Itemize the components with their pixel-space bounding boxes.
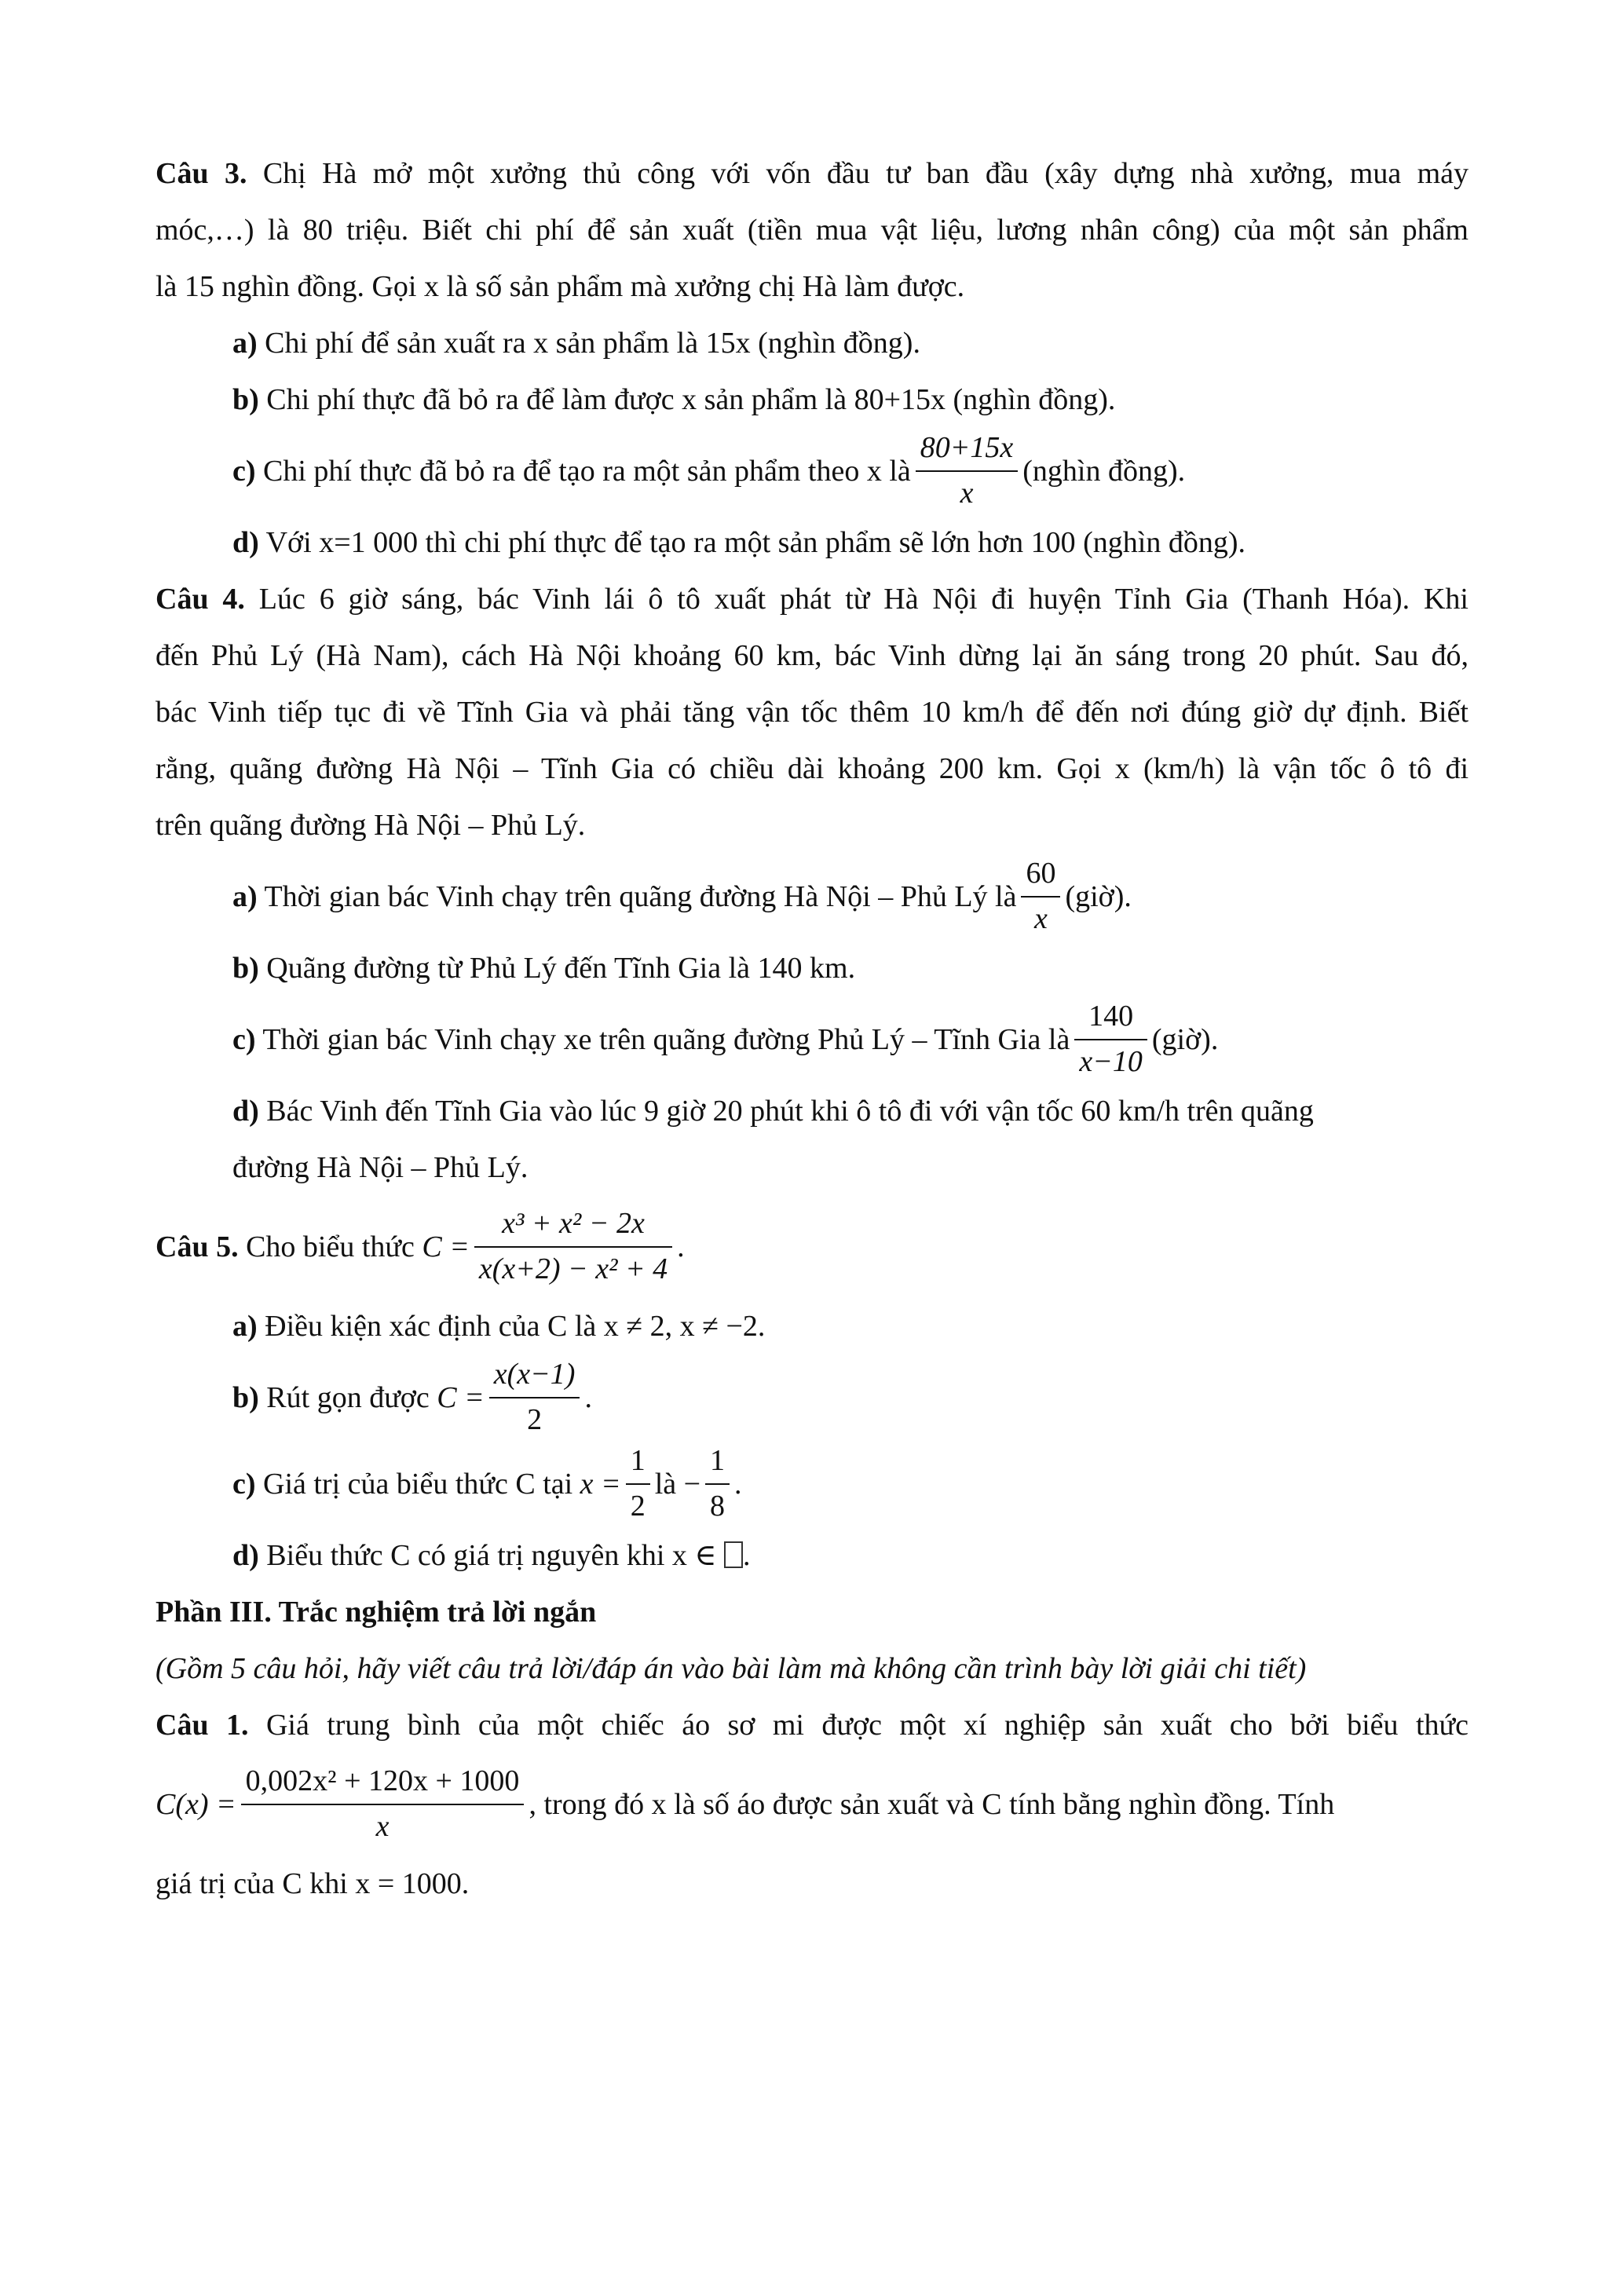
q5-fraction-c2: $\frac{1}{8}$ (705, 1444, 730, 1523)
q5-option-c: c) Giá trị của biểu thức C tại x = $\frac{1}{2}$ là − $\frac{1}{8}$ . (232, 1444, 742, 1523)
q4-option-b: b) Quãng đường từ Phủ Lý đến Tĩnh Gia là 140 km. (232, 952, 856, 985)
q3-option-d: d) Với x=1 000 thì chi phí thực để tạo ra một sản phẩm sẽ lớn hơn 100 (nghìn đồng). (232, 526, 1246, 559)
q3-option-c: c) Chi phí thực đã bỏ ra để tạo ra một sản phẩm theo x là $\frac{80+15x}{x}$ (nghìn đồng). (232, 431, 1186, 510)
q5-fraction-c1: $\frac{1}{2}$ (626, 1444, 650, 1523)
q3-option-a: a) Chi phí để sản xuất ra x sản phẩm là 15x (nghìn đồng). (232, 327, 920, 360)
p3q1-fraction: $\frac{\text{0,002x² + 120x + 1000}}{x}$ (241, 1764, 525, 1844)
q5-option-a: a) Điều kiện xác định của C là x ≠ 2, x ≠ −2. (232, 1310, 766, 1343)
q5-option-b: b) Rút gọn được C = $\frac{x(x-1)}{2}$ . (232, 1358, 592, 1436)
q4-option-d-cont: đường Hà Nội – Phủ Lý. (232, 1151, 529, 1184)
q4-fraction-a: $\frac{60}{x}$ (1021, 857, 1060, 936)
part3-note: (Gồm 5 câu hỏi, hãy viết câu trả lời/đáp án vào bài làm mà không cần trình bày lời giải chi tiết) (155, 1652, 1307, 1685)
q3-line3: là 15 nghìn đồng. Gọi x là số sản phẩm mà xưởng chị Hà làm được. (155, 270, 965, 303)
p3q1-line3: giá trị của C khi x = 1000. (155, 1867, 470, 1900)
q5-option-d: d) Biểu thức C có giá trị nguyên khi x ∈ . (232, 1539, 751, 1572)
q3-line2: móc,…) là 80 triệu. Biết chi phí để sản xuất (tiền mua vật liệu, lương nhân công) của một sản phẩm (155, 214, 1469, 247)
p3q1-line1: Câu 1. Giá trung bình của một chiếc áo sơ mi được một xí nghiệp sản xuất cho bởi biểu thức (155, 1709, 1469, 1742)
q4-option-a: a) Thời gian bác Vinh chạy trên quãng đường Hà Nội – Phủ Lý là $\frac{60}{x}$ (giờ). (232, 857, 1132, 935)
q5-fraction: $\frac{\text{x³ + x² − 2x}}{\text{x(x+2) − x² + 4}}$ (474, 1207, 672, 1286)
q3-option-b: b) Chi phí thực đã bỏ ra để làm được x sản phẩm là 80+15x (nghìn đồng). (232, 383, 1116, 416)
q3-fraction: $\frac{80+15x}{x}$ (916, 431, 1019, 510)
q4-option-d: d) Bác Vinh đến Tĩnh Gia vào lúc 9 giờ 20 phút khi ô tô đi với vận tốc 60 km/h trên quãng (232, 1095, 1314, 1128)
q5-fraction-b: $\frac{x(x-1)}{2}$ (489, 1358, 580, 1437)
missing-glyph-icon (724, 1541, 743, 1568)
q4-fraction-c: $\frac{140}{x-10}$ (1074, 1000, 1147, 1079)
p3q1-formula: C(x) = $\frac{\text{0,002x² + 120x + 1000}}{x}$ , trong đó x là số áo được sản xuất và C tính bằng nghìn đồng. Tính (155, 1764, 1335, 1843)
q4-line4: rằng, quãng đường Hà Nội – Tĩnh Gia có chiều dài khoảng 200 km. Gọi x (km/h) là vận tốc ô tô đi (155, 752, 1469, 785)
q4-option-c: c) Thời gian bác Vinh chạy xe trên quãng đường Phủ Lý – Tĩnh Gia là $\frac{140}{x-10}$ (giờ). (232, 1000, 1219, 1078)
q4-line5: trên quãng đường Hà Nội – Phủ Lý. (155, 809, 586, 842)
q3-line1: Câu 3. Chị Hà mở một xưởng thủ công với vốn đầu tư ban đầu (xây dựng nhà xưởng, mua máy (155, 157, 1469, 190)
q4-line3: bác Vinh tiếp tục đi về Tĩnh Gia và phải tăng vận tốc thêm 10 km/h để đến nơi đúng giờ dự định. Biết (155, 696, 1469, 729)
q4-line2: đến Phủ Lý (Hà Nam), cách Hà Nội khoảng 60 km, bác Vinh dừng lại ăn sáng trong 20 phút. Sau đó, (155, 639, 1469, 672)
q4-line1: Câu 4. Lúc 6 giờ sáng, bác Vinh lái ô tô xuất phát từ Hà Nội đi huyện Tỉnh Gia (Thanh Hóa). Khi (155, 583, 1469, 616)
part3-title: Phần III. Trắc nghiệm trả lời ngắn (155, 1596, 597, 1629)
q5-stem: Câu 5. Cho biểu thức C = $\frac{\text{x³ + x² − 2x}}{\text{x(x+2) − x² + 4}}$ . (155, 1207, 685, 1285)
document-page (155, 145, 1469, 1912)
